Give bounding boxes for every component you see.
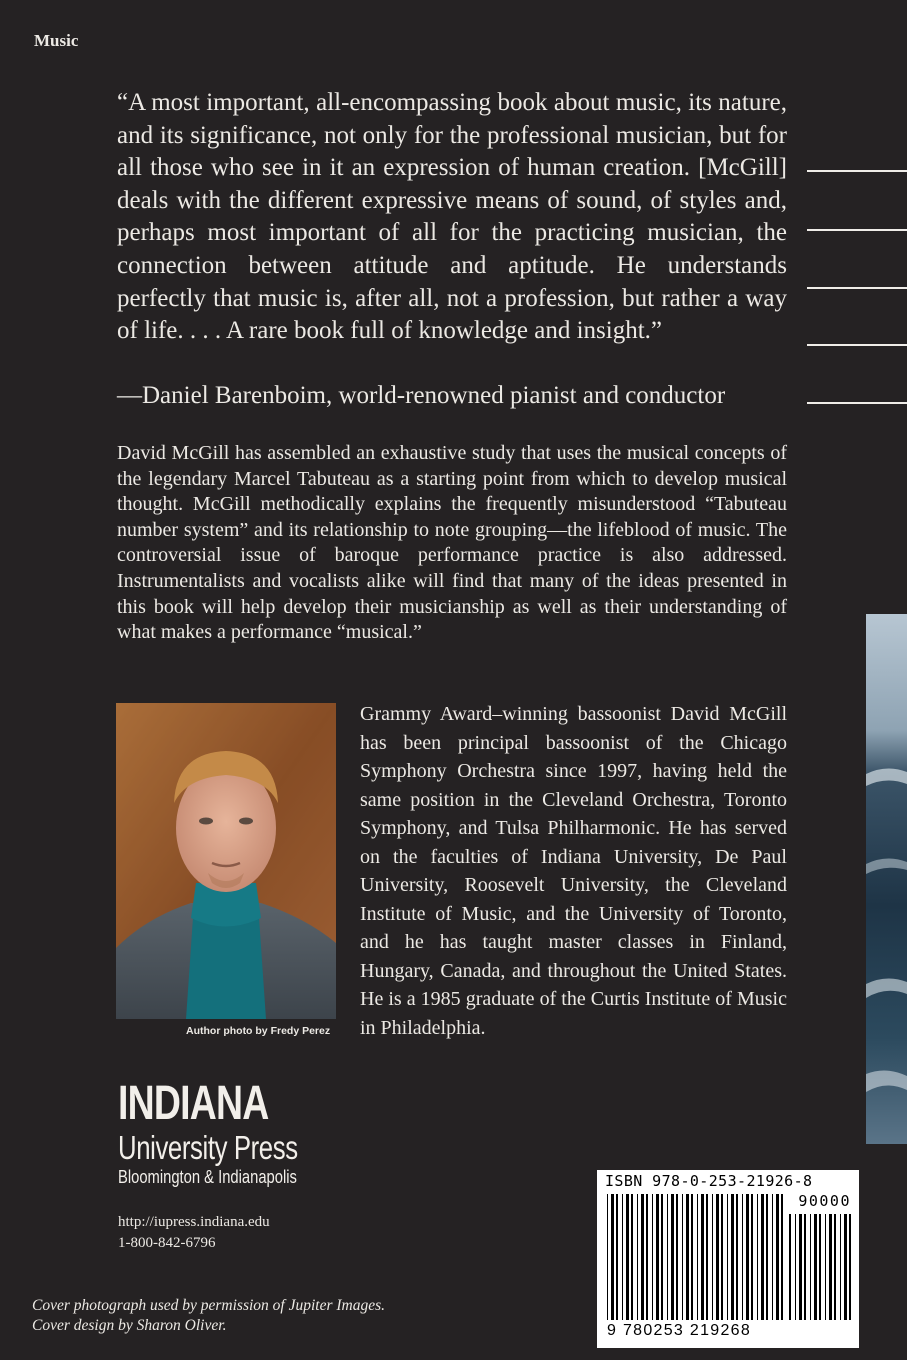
cover-credits: [32, 1296, 385, 1336]
photo-credit: Author photo by Fredy Perez: [186, 1025, 331, 1037]
quote-attribution: —Daniel Barenboim, world-renowned pianist and conductor: [117, 382, 726, 409]
cover-design-credit: Cover design by Sharon Oliver.: [32, 1317, 227, 1334]
publisher-website: http://iupress.indiana.edu: [118, 1214, 270, 1230]
isbn-barcode: [597, 1170, 859, 1348]
publisher-contact: [118, 1212, 270, 1254]
cover-photo-credit: Cover photograph used by permission of Jupiter Images.: [32, 1297, 386, 1314]
author-bio: Grammy Award–winning bassoonist David McGill has been principal bassoonist of the Chicago Symphony Orchestra since 1997, having held the same position in the Cleveland Orchestra, Toronto Symphony, and Tulsa Philharmonic. He has served on the faculties of Indiana University, De Paul University, Roosevelt University, the Cleveland Institute of Music, and the University of Toronto, and he has taught master classes in Finland, Hungary, Canada, and throughout the United States. He is a 1985 graduate of the Curtis Institute of Music in Philadelphia.: [360, 703, 787, 1039]
cover-photo-edge: [866, 614, 907, 1144]
publisher-phone: 1-800-842-6796: [118, 1235, 216, 1251]
ean-digits: 9 780253 219268: [607, 1322, 752, 1339]
isbn-number: ISBN 978-0-253-21926-8: [605, 1172, 813, 1190]
publisher-location: Bloomington & Indianapolis: [118, 1167, 297, 1187]
publisher-name: INDIANA: [118, 1077, 269, 1130]
book-description: David McGill has assembled an exhaustive study that uses the musical concepts of the legendary Marcel Tabuteau as a starting point from which to develop musical thought. McGill methodically explains the frequently misunderstood “Tabuteau number system” and its relationship to note grouping—the lifeblood of music. The controversial issue of baroque performance practice is also addressed. Instrumentalists and vocalists alike will find that many of the ideas presented in this book will help develop their musicianship as well as their understanding of what makes a performance “musical.”: [117, 442, 787, 644]
category-label: Music: [34, 31, 79, 50]
price-code: 90000: [798, 1192, 851, 1210]
decorative-rule-lines: [807, 0, 907, 420]
publisher-logo: [118, 1077, 348, 1188]
publisher-subtitle: University Press: [118, 1129, 298, 1166]
author-photo: [116, 703, 336, 1019]
endorsement-quote: “A most important, all-encompassing book about music, its nature, and its significance, not only for the professional musician, but for all those who see in it an expression of human creation. [McGill] deals with the different expressive means of sound, of styles and, perhaps most important of all for the practicing musician, the connection between attitude and aptitude. He understands perfectly that music is, after all, not a profession, but rather a way of life. . . . A rare book full of knowledge and insight.”: [117, 89, 787, 345]
